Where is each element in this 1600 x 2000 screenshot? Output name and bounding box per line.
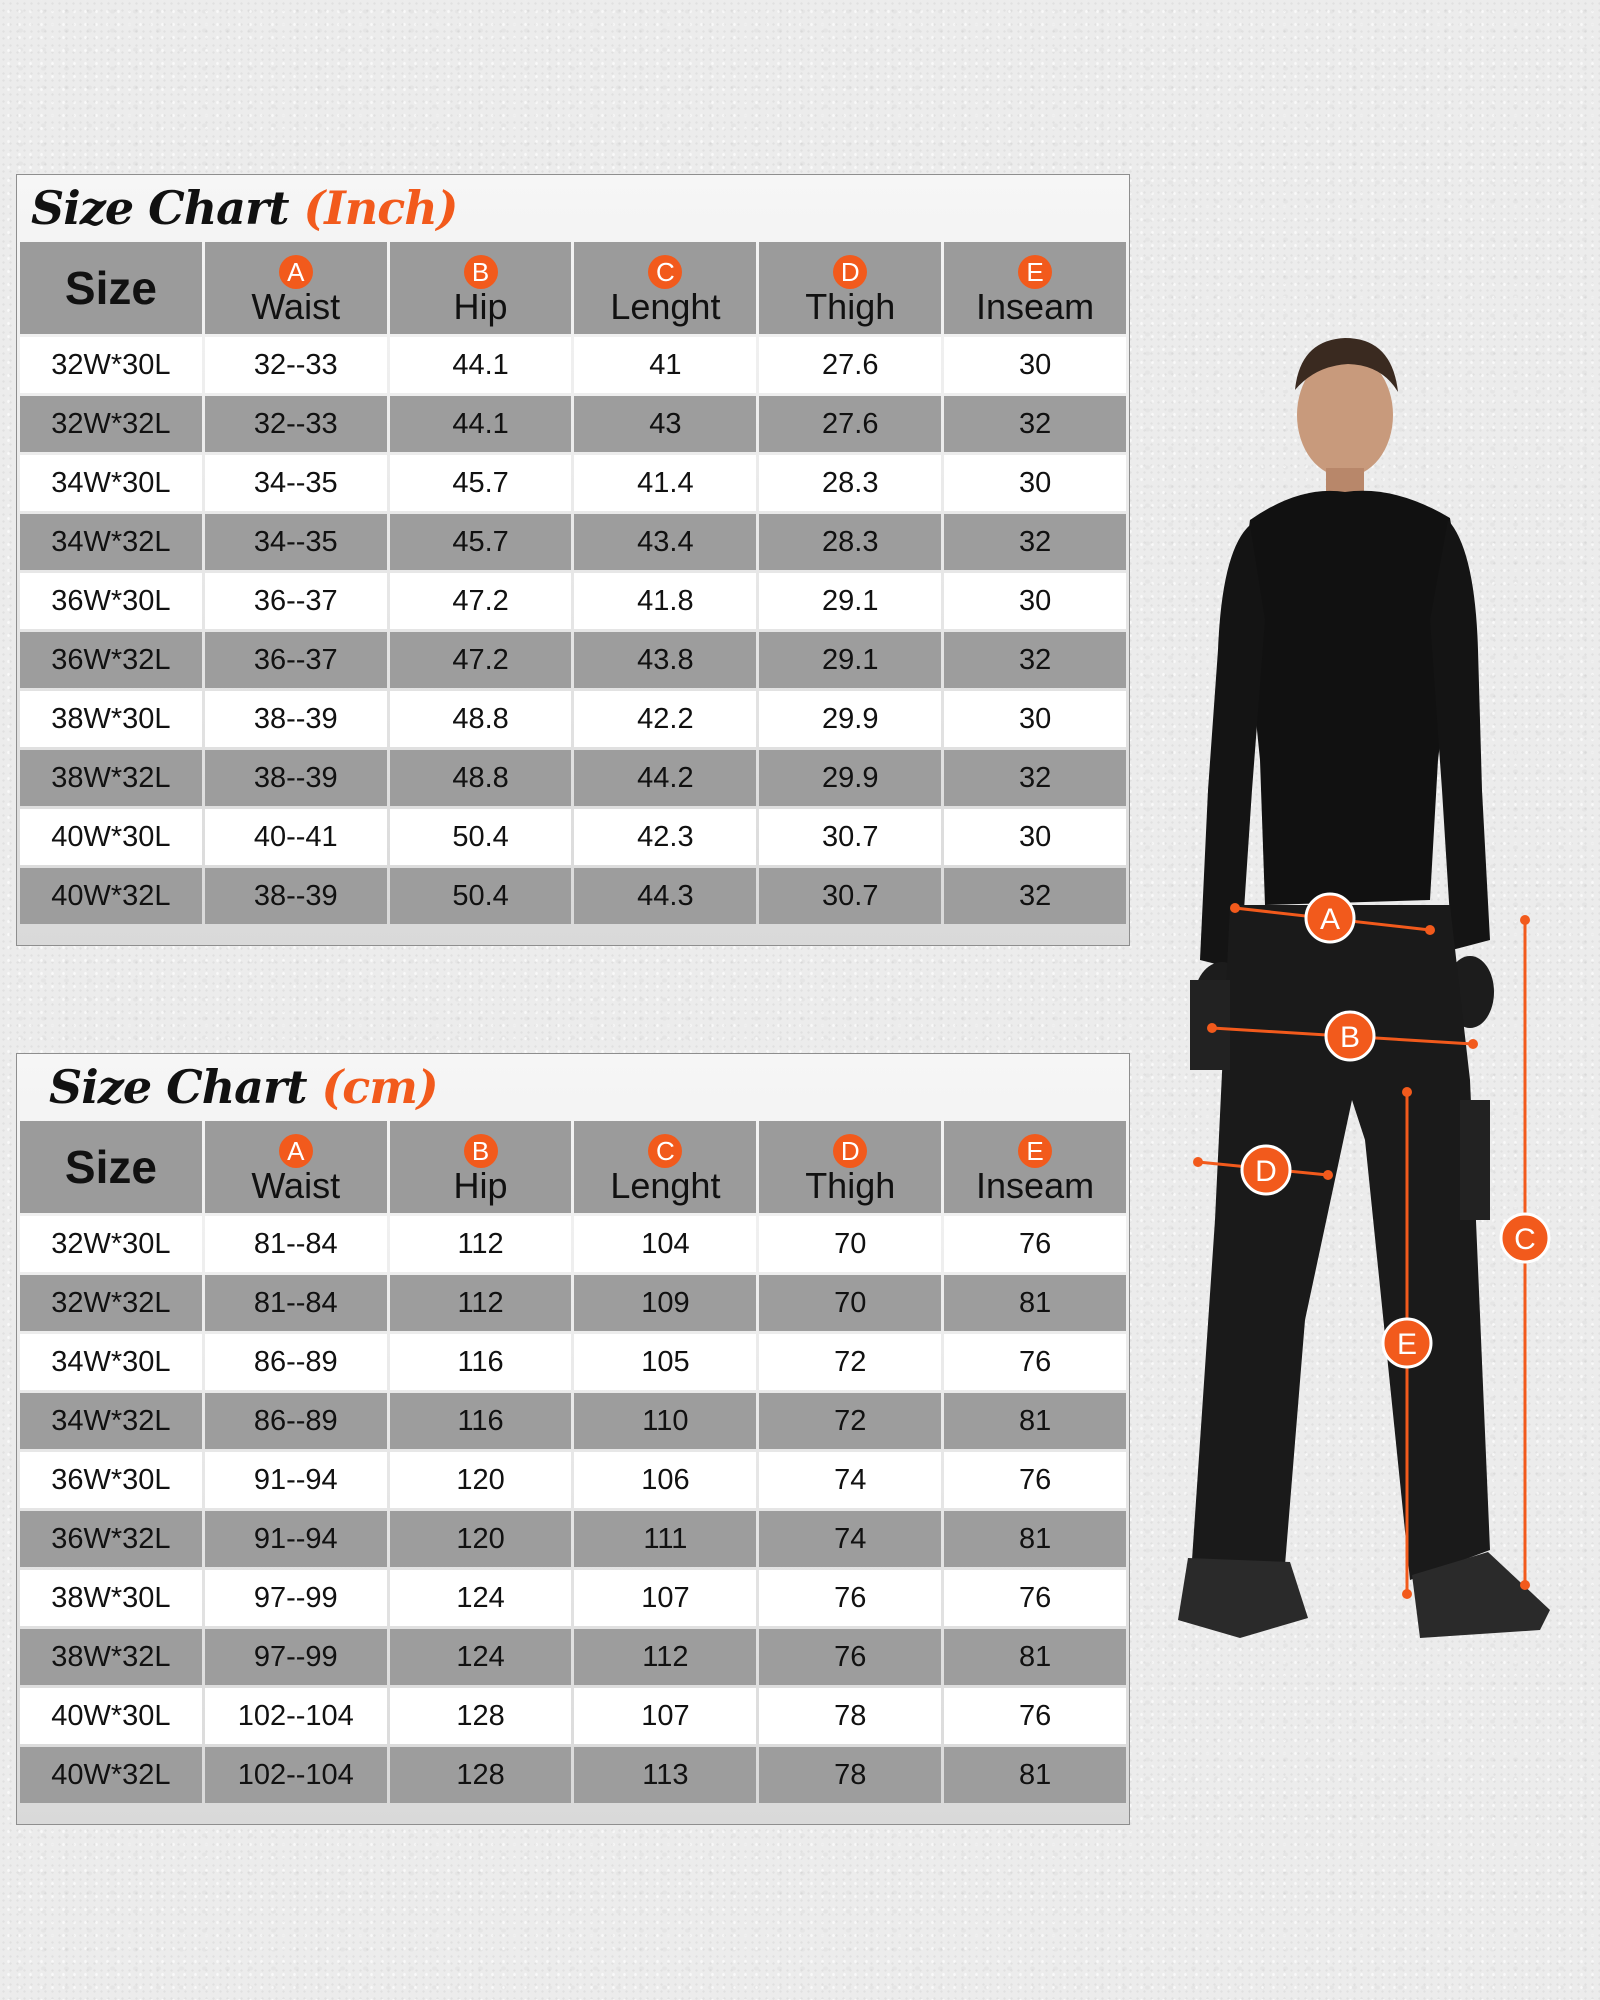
table-row [20,1334,1126,1390]
marker-a-badge: A [279,255,313,289]
column-header-inseam [944,242,1126,334]
size-column-header: Size [20,242,202,334]
length-cell: 44.3 [574,868,756,924]
thigh-cell: 30.7 [759,868,941,924]
chart-unit: (cm) [321,1060,438,1114]
hip-cell: 124 [390,1570,572,1626]
thigh-cell: 76 [759,1629,941,1685]
length-cell: 41.8 [574,573,756,629]
length-cell: 107 [574,1570,756,1626]
size-cell: 34W*32L [20,514,202,570]
thigh-cell: 28.3 [759,514,941,570]
inseam-cell: 32 [944,632,1126,688]
column-name: Hip [453,1165,508,1206]
waist-cell: 32--33 [205,396,387,452]
hip-dot [1207,1023,1217,1033]
table-row [20,1393,1126,1449]
size-cell: 34W*30L [20,455,202,511]
length-cell: 111 [574,1511,756,1567]
table-row [20,691,1126,747]
chart-title-text: Size Chart [49,1060,307,1114]
marker-a-letter: A [1319,903,1341,936]
table-row [20,396,1126,452]
inseam-dot [1402,1087,1412,1097]
table-row [20,868,1126,924]
marker-a-badge: A [279,1134,313,1168]
size-cell: 32W*30L [20,1216,202,1272]
hip-cell: 116 [390,1393,572,1449]
length-cell: 41.4 [574,455,756,511]
waist-cell: 97--99 [205,1570,387,1626]
inseam-cell: 76 [944,1452,1126,1508]
size-cell: 38W*30L [20,691,202,747]
table-row [20,1570,1126,1626]
hip-cell: 112 [390,1275,572,1331]
inseam-cell: 76 [944,1216,1126,1272]
model-shirt [1242,491,1460,905]
thigh-cell: 74 [759,1452,941,1508]
waist-cell: 91--94 [205,1511,387,1567]
header-row [20,1121,1126,1213]
inseam-cell: 30 [944,691,1126,747]
table-row [20,455,1126,511]
column-header-inseam [944,1121,1126,1213]
marker-c-badge: C [648,255,682,289]
hip-cell: 120 [390,1452,572,1508]
column-header-thigh [759,242,941,334]
waist-cell: 34--35 [205,455,387,511]
model-cargo-pocket [1460,1100,1490,1220]
table-row [20,809,1126,865]
table-row [20,750,1126,806]
hip-cell: 44.1 [390,337,572,393]
waist-cell: 34--35 [205,514,387,570]
size-cell: 36W*30L [20,1452,202,1508]
waist-cell: 97--99 [205,1629,387,1685]
waist-cell: 102--104 [205,1747,387,1803]
table-row [20,1511,1126,1567]
marker-b-badge: B [464,255,498,289]
inseam-cell: 32 [944,750,1126,806]
thigh-cell: 27.6 [759,337,941,393]
model-left-boot [1178,1558,1308,1638]
table-body [20,337,1126,924]
thigh-cell: 29.1 [759,573,941,629]
inseam-cell: 76 [944,1570,1126,1626]
length-cell: 112 [574,1629,756,1685]
column-name: Lenght [610,286,721,327]
length-cell: 105 [574,1334,756,1390]
column-name: Inseam [976,1165,1095,1206]
waist-cell: 36--37 [205,632,387,688]
waist-cell: 40--41 [205,809,387,865]
table-row [20,1216,1126,1272]
marker-c-badge: C [648,1134,682,1168]
hip-cell: 44.1 [390,396,572,452]
table-row [20,573,1126,629]
thigh-cell: 70 [759,1275,941,1331]
size-chart-inch [16,174,1130,946]
length-dot [1520,915,1530,925]
table-row [20,1452,1126,1508]
column-header-length [574,1121,756,1213]
length-cell: 110 [574,1393,756,1449]
inseam-cell: 32 [944,396,1126,452]
column-header-thigh [759,1121,941,1213]
size-cell: 40W*30L [20,1688,202,1744]
size-cell: 40W*32L [20,1747,202,1803]
marker-c-letter: C [1514,1223,1536,1256]
size-chart-cm [16,1053,1130,1825]
inseam-cell: 30 [944,337,1126,393]
hip-cell: 124 [390,1629,572,1685]
waist-cell: 91--94 [205,1452,387,1508]
chart-title-text: Size Chart [31,181,289,235]
model-right-arm [1430,520,1490,950]
inseam-dot [1402,1589,1412,1599]
length-dot [1520,1580,1530,1590]
waist-cell: 86--89 [205,1334,387,1390]
waist-dot [1425,925,1435,935]
thigh-cell: 76 [759,1570,941,1626]
thigh-cell: 72 [759,1334,941,1390]
thigh-cell: 29.1 [759,632,941,688]
hip-dot [1468,1039,1478,1049]
column-name: Lenght [610,1165,721,1206]
inseam-cell: 30 [944,455,1126,511]
waist-cell: 86--89 [205,1393,387,1449]
hip-cell: 47.2 [390,573,572,629]
marker-e-badge: E [1018,1134,1052,1168]
size-cell: 32W*30L [20,337,202,393]
length-cell: 104 [574,1216,756,1272]
waist-dot [1230,903,1240,913]
length-cell: 42.2 [574,691,756,747]
size-cell: 34W*32L [20,1393,202,1449]
column-header-hip [390,242,572,334]
waist-cell: 81--84 [205,1275,387,1331]
inseam-cell: 81 [944,1393,1126,1449]
waist-cell: 81--84 [205,1216,387,1272]
hip-cell: 50.4 [390,809,572,865]
column-name: Waist [251,1165,341,1206]
size-cell: 38W*32L [20,750,202,806]
inseam-cell: 81 [944,1747,1126,1803]
thigh-cell: 78 [759,1747,941,1803]
length-cell: 41 [574,337,756,393]
inseam-cell: 30 [944,809,1126,865]
table-row [20,514,1126,570]
marker-d-letter: D [1255,1155,1277,1188]
thigh-cell: 27.6 [759,396,941,452]
size-cell: 36W*32L [20,632,202,688]
marker-b-badge: B [464,1134,498,1168]
chart-title [17,175,1129,239]
model-figure [1178,338,1550,1638]
column-header-hip [390,1121,572,1213]
hip-cell: 50.4 [390,868,572,924]
thigh-dot [1323,1170,1333,1180]
size-cell: 32W*32L [20,1275,202,1331]
size-cell: 36W*32L [20,1511,202,1567]
size-cell: 40W*30L [20,809,202,865]
marker-e-badge: E [1018,255,1052,289]
marker-b-letter: B [1339,1021,1361,1054]
column-name: Inseam [976,286,1095,327]
hip-cell: 45.7 [390,455,572,511]
column-header-waist [205,1121,387,1213]
column-name: Thigh [805,1165,896,1206]
inseam-cell: 76 [944,1334,1126,1390]
size-cell: 38W*32L [20,1629,202,1685]
table-body [20,1216,1126,1803]
inseam-cell: 81 [944,1629,1126,1685]
table-row [20,1747,1126,1803]
waist-cell: 102--104 [205,1688,387,1744]
thigh-dot [1193,1157,1203,1167]
waist-cell: 38--39 [205,750,387,806]
hip-cell: 116 [390,1334,572,1390]
hip-cell: 128 [390,1688,572,1744]
marker-e-letter: E [1396,1328,1418,1361]
column-name: Hip [453,286,508,327]
table-row [20,1275,1126,1331]
model-pants [1192,905,1490,1580]
chart-unit: (Inch) [303,181,458,235]
size-table [17,239,1129,927]
length-cell: 107 [574,1688,756,1744]
length-cell: 43 [574,396,756,452]
column-header-waist [205,242,387,334]
size-cell: 40W*32L [20,868,202,924]
hip-cell: 45.7 [390,514,572,570]
size-cell: 34W*30L [20,1334,202,1390]
inseam-cell: 32 [944,868,1126,924]
hip-cell: 128 [390,1747,572,1803]
table-row [20,1629,1126,1685]
thigh-cell: 74 [759,1511,941,1567]
marker-d-badge: D [833,1134,867,1168]
hip-cell: 48.8 [390,691,572,747]
inseam-cell: 81 [944,1511,1126,1567]
column-name: Waist [251,286,341,327]
size-cell: 36W*30L [20,573,202,629]
length-cell: 113 [574,1747,756,1803]
waist-cell: 38--39 [205,868,387,924]
waist-cell: 38--39 [205,691,387,747]
model-illustration [1130,320,1600,1680]
size-cell: 32W*32L [20,396,202,452]
hip-cell: 47.2 [390,632,572,688]
inseam-cell: 30 [944,573,1126,629]
chart-title [17,1054,1129,1118]
inseam-cell: 32 [944,514,1126,570]
thigh-cell: 70 [759,1216,941,1272]
length-cell: 43.4 [574,514,756,570]
size-column-header: Size [20,1121,202,1213]
size-cell: 38W*30L [20,1570,202,1626]
hip-cell: 120 [390,1511,572,1567]
column-header-length [574,242,756,334]
length-cell: 42.3 [574,809,756,865]
thigh-cell: 72 [759,1393,941,1449]
hip-cell: 48.8 [390,750,572,806]
column-name: Thigh [805,286,896,327]
length-cell: 44.2 [574,750,756,806]
table-row [20,1688,1126,1744]
thigh-cell: 30.7 [759,809,941,865]
header-row [20,242,1126,334]
length-cell: 106 [574,1452,756,1508]
length-cell: 43.8 [574,632,756,688]
thigh-cell: 29.9 [759,691,941,747]
length-cell: 109 [574,1275,756,1331]
table-row [20,632,1126,688]
thigh-cell: 28.3 [759,455,941,511]
size-table [17,1118,1129,1806]
hip-cell: 112 [390,1216,572,1272]
model-left-arm [1200,525,1265,970]
inseam-cell: 81 [944,1275,1126,1331]
table-row [20,337,1126,393]
waist-cell: 32--33 [205,337,387,393]
thigh-cell: 78 [759,1688,941,1744]
inseam-cell: 76 [944,1688,1126,1744]
thigh-cell: 29.9 [759,750,941,806]
waist-cell: 36--37 [205,573,387,629]
marker-d-badge: D [833,255,867,289]
